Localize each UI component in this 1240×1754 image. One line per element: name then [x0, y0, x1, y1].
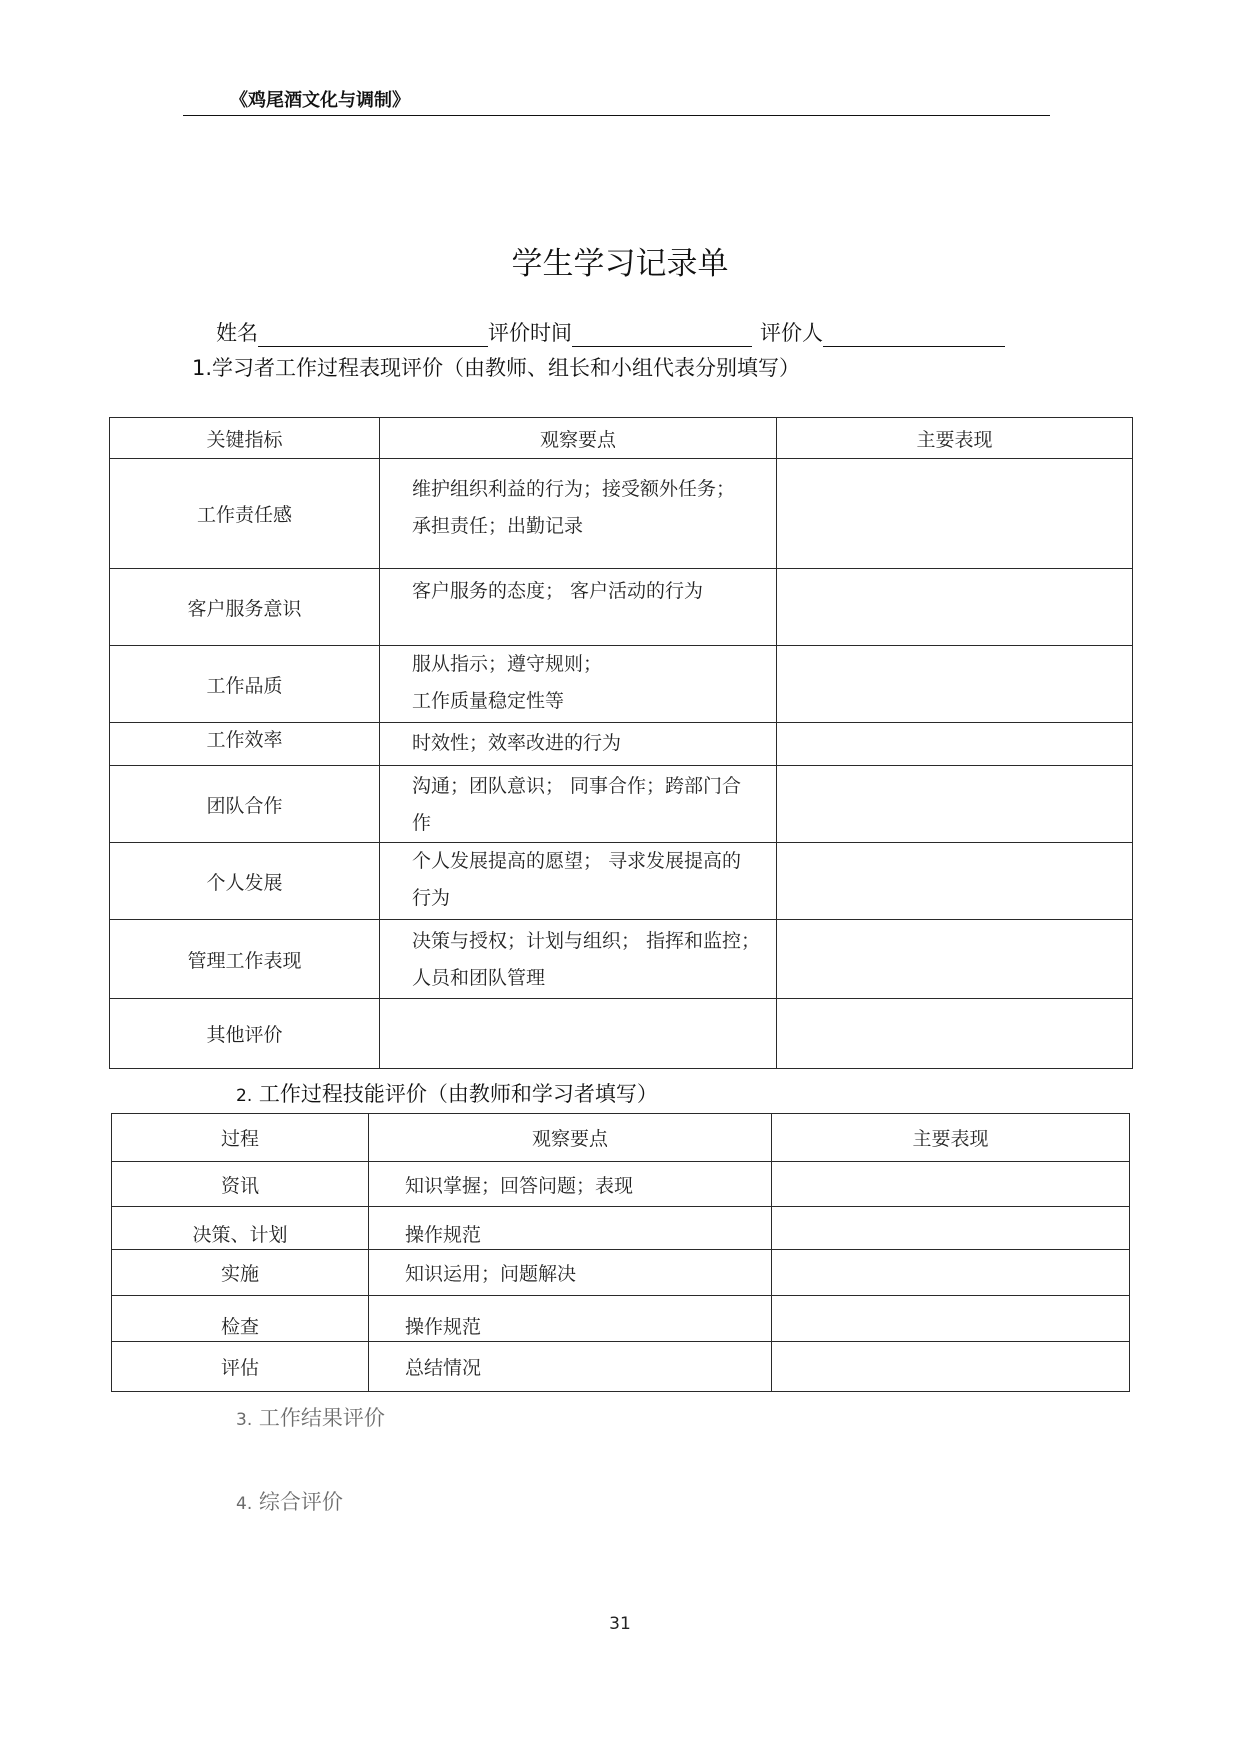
evaluator-label: 评价人 — [760, 321, 823, 345]
info-fields — [216, 317, 1005, 347]
points-line: 时效性；效率改进的行为 — [412, 732, 622, 754]
table-header-row — [112, 1114, 1130, 1162]
table-row — [110, 723, 1133, 766]
section1-heading: 1.学习者工作过程表现评价（由教师、组长和小组代表分别填写） — [192, 356, 801, 380]
table-row — [112, 1250, 1130, 1296]
table-header-row — [110, 418, 1133, 459]
col-header-performance: 主要表现 — [772, 1114, 1130, 1162]
points-line: 人员和团队管理 — [412, 967, 546, 989]
points-cell — [380, 569, 777, 646]
section4-number: 4. — [236, 1494, 253, 1514]
section3-heading — [236, 1402, 385, 1432]
col-header-points: 观察要点 — [380, 418, 777, 459]
table-row — [110, 459, 1133, 569]
points-line: 客户服务的态度； 客户活动的行为 — [412, 580, 704, 602]
points-cell — [380, 843, 777, 920]
points-cell: 知识运用；问题解决 — [369, 1250, 772, 1296]
points-cell — [380, 723, 777, 766]
process-cell: 评估 — [112, 1342, 369, 1392]
section3-title: 工作结果评价 — [258, 1406, 385, 1430]
performance-cell[interactable] — [777, 569, 1133, 646]
points-line: 决策与授权；计划与组织； 指挥和监控； — [412, 930, 761, 952]
performance-cell[interactable] — [772, 1250, 1130, 1296]
points-cell: 操作规范 — [369, 1296, 772, 1342]
col-header-points: 观察要点 — [369, 1114, 772, 1162]
points-cell — [380, 646, 777, 723]
col-header-process: 过程 — [112, 1114, 369, 1162]
page-title: 学生学习记录单 — [511, 246, 729, 282]
indicator-cell: 其他评价 — [110, 999, 380, 1069]
points-line: 沟通；团队意识； 同事合作；跨部门合 — [412, 775, 742, 797]
time-label: 评价时间 — [488, 321, 572, 345]
points-cell: 知识掌握；回答问题；表现 — [369, 1162, 772, 1207]
performance-cell[interactable] — [777, 843, 1133, 920]
points-cell: 总结情况 — [369, 1342, 772, 1392]
indicator-cell: 工作责任感 — [110, 459, 380, 569]
col-header-performance: 主要表现 — [777, 418, 1133, 459]
table-row — [110, 766, 1133, 843]
indicator-cell: 团队合作 — [110, 766, 380, 843]
indicator-cell: 客户服务意识 — [110, 569, 380, 646]
table-row — [112, 1162, 1130, 1207]
header-rule — [183, 115, 1050, 116]
indicator-cell: 工作品质 — [110, 646, 380, 723]
page-number: 31 — [609, 1614, 631, 1634]
performance-cell[interactable] — [772, 1296, 1130, 1342]
indicator-cell: 管理工作表现 — [110, 920, 380, 999]
section4-heading — [236, 1486, 343, 1516]
indicator-cell: 工作效率 — [110, 723, 380, 766]
points-line: 工作质量稳定性等 — [412, 690, 565, 712]
points-cell[interactable] — [380, 999, 777, 1069]
section3-number: 3. — [236, 1410, 253, 1430]
points-line: 行为 — [412, 887, 451, 909]
process-performance-table — [109, 417, 1133, 1069]
col-header-indicator: 关键指标 — [110, 418, 380, 459]
table-row — [110, 920, 1133, 999]
section2-title: 工作过程技能评价（由教师和学习者填写） — [258, 1082, 658, 1106]
points-cell — [380, 766, 777, 843]
points-line: 服从指示；遵守规则； — [412, 653, 603, 675]
name-blank[interactable] — [258, 322, 488, 347]
table-row — [110, 999, 1133, 1069]
section2-number: 2. — [236, 1086, 253, 1106]
points-cell: 操作规范 — [369, 1207, 772, 1250]
section2-heading — [236, 1078, 658, 1108]
points-line: 维护组织利益的行为；接受额外任务； — [412, 478, 736, 500]
table-row — [110, 646, 1133, 723]
performance-cell[interactable] — [772, 1162, 1130, 1207]
evaluator-blank[interactable] — [823, 322, 1005, 347]
table-row — [110, 569, 1133, 646]
performance-cell[interactable] — [772, 1342, 1130, 1392]
performance-cell[interactable] — [777, 999, 1133, 1069]
table-row — [112, 1296, 1130, 1342]
points-cell — [380, 920, 777, 999]
book-title-header: 《鸡尾酒文化与调制》 — [230, 90, 410, 111]
performance-cell[interactable] — [772, 1207, 1130, 1250]
process-cell: 实施 — [112, 1250, 369, 1296]
points-cell — [380, 459, 777, 569]
section4-title: 综合评价 — [258, 1490, 343, 1514]
skills-table — [111, 1113, 1130, 1392]
process-cell: 资讯 — [112, 1162, 369, 1207]
points-line: 个人发展提高的愿望； 寻求发展提高的 — [412, 850, 742, 872]
performance-cell[interactable] — [777, 766, 1133, 843]
process-cell: 决策、计划 — [112, 1207, 369, 1250]
performance-cell[interactable] — [777, 723, 1133, 766]
time-blank[interactable] — [572, 322, 752, 347]
points-line: 作 — [412, 812, 432, 834]
performance-cell[interactable] — [777, 459, 1133, 569]
performance-cell[interactable] — [777, 920, 1133, 999]
name-label: 姓名 — [216, 321, 258, 345]
table-row — [112, 1207, 1130, 1250]
table-row — [112, 1342, 1130, 1392]
indicator-cell: 个人发展 — [110, 843, 380, 920]
points-line: 承担责任；出勤记录 — [412, 515, 584, 537]
table-row — [110, 843, 1133, 920]
process-cell: 检查 — [112, 1296, 369, 1342]
performance-cell[interactable] — [777, 646, 1133, 723]
